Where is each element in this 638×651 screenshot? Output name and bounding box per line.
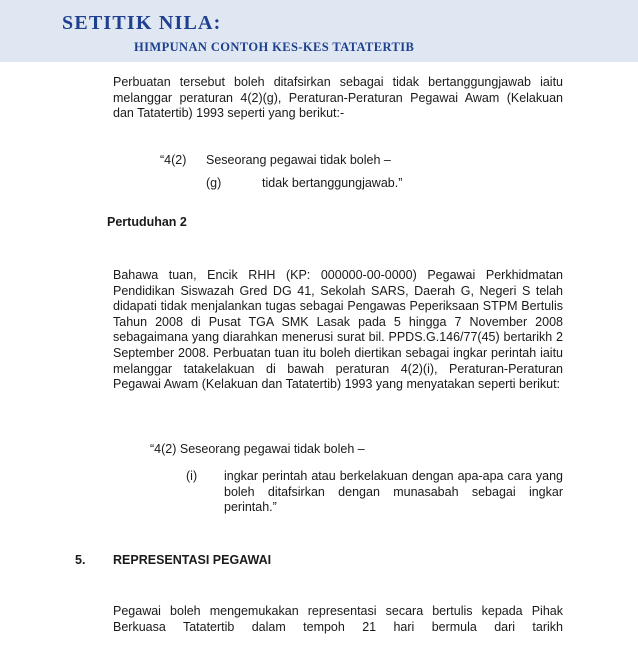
header-subtitle: HIMPUNAN CONTOH KES-KES TATATERTIB — [134, 40, 415, 54]
section-5-title: REPRESENTASI PEGAWAI — [113, 553, 272, 567]
page-header — [0, 0, 638, 62]
header-title: SETITIK NILA: — [62, 12, 222, 34]
quote1-item-label: (g) — [206, 176, 222, 190]
quote2-item-label: (i) — [186, 469, 198, 483]
quote1-text: Seseorang pegawai tidak boleh – — [206, 153, 391, 167]
paragraph-2: Bahawa tuan, Encik RHH (KP: 000000-00-0000) Pegawai Perkhidmatan Pendidikan Siswazah Gred DG 41, Sekolah SARS, Daerah G, Negeri S telah didapati tidak menjalankan tugas sebagai Pengawas Peperiksaan STPM Bertulis Tahun 2008 di Pusat TGA SMK Lasak pada 5 hingga 7 November 2008 sebagaimana yang diarahkan menerusi surat bil. PPDS.G.146/77(45) bertarikh 2 September 2008. Perbuatan tuan itu boleh diertikan sebagai ingkar perintah iaitu melanggar tatakelakuan di bawah peraturan 4(2)(i), Peraturan-Peraturan Pegawai Awam (Kelakuan dan Tatatertib) 1993 yang menyatakan seperti berikut: — [113, 268, 563, 392]
quote1-item-text: tidak bertanggungjawab.” — [262, 176, 403, 190]
paragraph-3: Pegawai boleh mengemukakan representasi secara bertulis kepada Pihak Berkuasa Tatatertib dalam tempoh 21 hari bermula dari tarikh — [113, 604, 563, 634]
quote1-clause: “4(2) — [160, 153, 187, 167]
paragraph-1: Perbuatan tersebut boleh ditafsirkan sebagai tidak bertanggungjawab iaitu melanggar peraturan 4(2)(g), Peraturan-Peraturan Pegawai Awam (Kelakuan dan Tatatertib) 1993 seperti yang berikut:- — [113, 75, 563, 121]
quote2-text: “4(2) Seseorang pegawai tidak boleh – — [150, 442, 365, 456]
charge-heading: Pertuduhan 2 — [107, 215, 187, 229]
section-5-number: 5. — [75, 553, 86, 567]
quote2-item-text: ingkar perintah atau berkelakuan dengan apa-apa cara yang boleh ditafsirkan dengan munasabah sebagai ingkar perintah.” — [224, 469, 563, 515]
